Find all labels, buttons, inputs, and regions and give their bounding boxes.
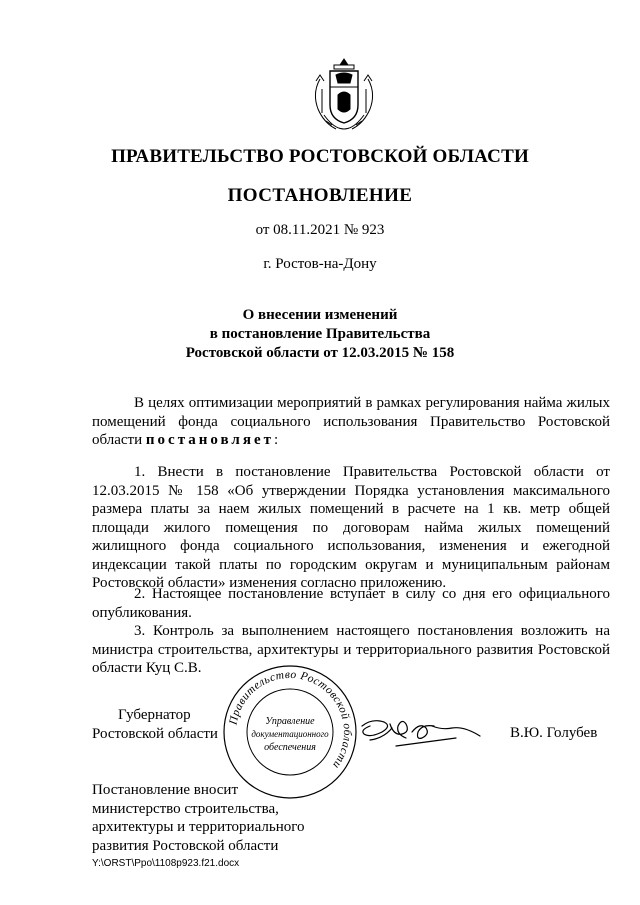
decree-word: постановляет bbox=[145, 432, 274, 448]
submitter-line: развития Ростовской области bbox=[92, 837, 279, 854]
document-date-number: от 08.11.2021 № 923 bbox=[255, 222, 385, 238]
subject-line: в постановление Правительства bbox=[209, 326, 431, 342]
official-stamp bbox=[222, 664, 358, 800]
submitter-line: министерство строительства, bbox=[92, 800, 279, 817]
stamp-center-line: Управление bbox=[265, 716, 315, 727]
signer-name: В.Ю. Голубев bbox=[510, 725, 598, 741]
intro-text: В целях оптимизации мероприятий в рамках регулирования найма жилых помещений фонда социального использования Правительство Ростовской области bbox=[92, 395, 610, 448]
stamp-center-line: обеспечения bbox=[264, 742, 316, 753]
intro-end: : bbox=[274, 432, 279, 448]
item-text: 2. Настоящее постановление вступает в силу со дня его официального опубликования. bbox=[92, 586, 610, 621]
item-paragraph-1 bbox=[92, 463, 610, 593]
signer-title-line: Губернатор bbox=[118, 707, 191, 723]
signer-title-line: Ростовской области bbox=[92, 726, 218, 742]
handwritten-signature bbox=[356, 712, 484, 752]
file-path: Y:\ORST\Ppo\1108p923.f21.docx bbox=[92, 858, 240, 869]
submitter-line: архитектуры и территориального bbox=[92, 819, 305, 835]
government-title: ПРАВИТЕЛЬСТВО РОСТОВСКОЙ ОБЛАСТИ bbox=[111, 146, 529, 167]
coat-of-arms-emblem bbox=[306, 55, 382, 135]
document-type: ПОСТАНОВЛЕНИЕ bbox=[227, 185, 413, 206]
submitter-block bbox=[92, 781, 305, 855]
submitter-line: Постановление вносит bbox=[92, 782, 239, 798]
item-text: 1. Внести в постановление Правительства Ростовской области от 12.03.2015 № 158 «Об утверждении Порядка установления максимального размера платы за наем жилых помещений в расчете на 1 кв. метр общей площади жилого помещения по договорам найма жилых помещений жилищного фонда социального использования, изменения и ежегодной индексации такой платы по городским округам и муниципальным районам Ростовской области» изменения согласно приложению. bbox=[92, 464, 610, 591]
signer-title bbox=[92, 706, 218, 744]
item-paragraph-2 bbox=[92, 585, 610, 622]
document-subject bbox=[0, 306, 640, 363]
stamp-ring-text: Правительство Ростовской области bbox=[227, 668, 354, 771]
document-city: г. Ростов-на-Дону bbox=[263, 256, 377, 272]
intro-paragraph bbox=[92, 394, 610, 450]
subject-line: О внесении изменений bbox=[242, 307, 398, 323]
item-text: 3. Контроль за выполнением настоящего постановления возложить на министра строительства, архитектуры и территориального развития Ростовской области Куц С.В. bbox=[92, 623, 610, 676]
stamp-center-line: документационного bbox=[251, 729, 329, 739]
subject-line: Ростовской области от 12.03.2015 № 158 bbox=[185, 345, 455, 361]
